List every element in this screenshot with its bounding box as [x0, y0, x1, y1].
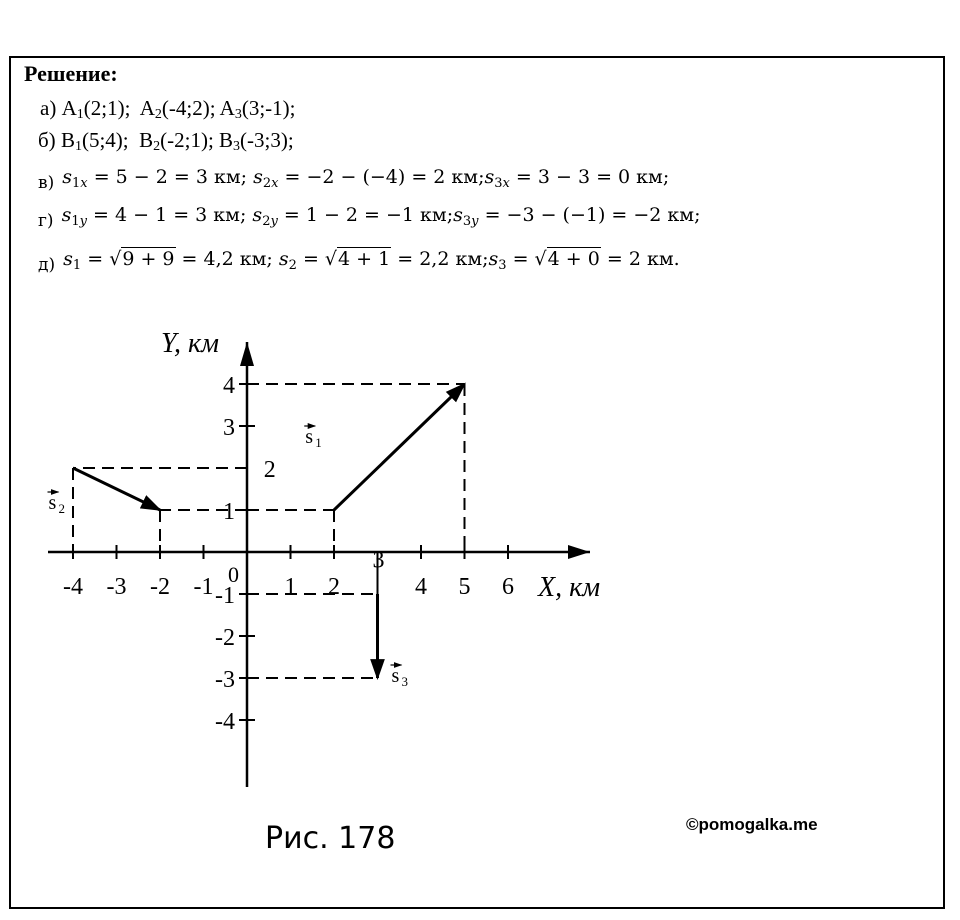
s3x-letter: s [484, 166, 495, 188]
x-axis-label: X, км [538, 572, 601, 603]
s1-sqrt-sign: = √ [81, 248, 122, 270]
s1-radicand: 9 + 9 [122, 248, 175, 270]
s1x-expr: = 5 − 2 = 3 км; [93, 166, 248, 188]
point-b3-coords: (-3;3); [240, 128, 294, 152]
vector-s2 [73, 468, 160, 510]
inner-label-2: 2 [263, 457, 276, 483]
s3-index: 3 [498, 258, 507, 273]
y-tick-label--1: -1 [215, 583, 235, 609]
x-axis-arrow-icon [568, 545, 590, 559]
x-tick-label-1: 1 [284, 574, 297, 600]
s1-index: 1 [72, 258, 82, 273]
s1y-index: 1 [71, 214, 80, 229]
x-tick-label-2: 2 [328, 574, 340, 600]
x-tick-label--3: -3 [106, 574, 127, 600]
s3x-index: 3 [494, 176, 503, 191]
s3-radicand: 4 + 0 [547, 248, 600, 270]
s1-result: = 4,2 км; [175, 248, 273, 270]
s2-result: = 2,2 км; [391, 248, 489, 270]
x-tick-label-5: 5 [458, 574, 471, 600]
point-a1-coords: (2;1); [83, 96, 131, 120]
s1x-index: 1 [72, 176, 81, 191]
s2-letter: s [278, 248, 289, 270]
vector-label-index-s3: 3 [401, 674, 408, 689]
point-b1-coords: (5;4); [81, 128, 129, 152]
s1y-axis: y [79, 214, 87, 229]
point-b2-coords: (-2;1); [160, 128, 214, 152]
s3-letter: s [488, 248, 499, 270]
point-a1-letter: A [61, 96, 77, 120]
line-a-label: а) [40, 96, 57, 120]
x-tick-label--2: -2 [150, 574, 170, 600]
s2y-expr: = 1 − 2 = −1 км; [283, 204, 454, 226]
inner-label-3: 3 [372, 547, 385, 574]
point-b1-index: 1 [74, 139, 82, 154]
s3y-expr: = −3 − (−1) = −2 км; [484, 204, 701, 226]
y-tick-label-1: 1 [223, 499, 235, 525]
s3y-letter: s [453, 204, 463, 226]
solution-title: Решение: [24, 61, 118, 86]
y-axis-arrow-icon [240, 342, 254, 366]
point-a1-index: 1 [76, 107, 84, 122]
s1x-axis: x [80, 176, 88, 191]
s2-sqrt-sign: = √ [296, 248, 338, 270]
point-b3-index: 3 [233, 139, 241, 154]
point-a3-coords: (3;-1); [241, 96, 296, 120]
x-tick-label-6: 6 [502, 574, 514, 600]
point-b3-letter: B [219, 128, 234, 152]
s2y-axis: y [270, 214, 278, 229]
s3x-expr: = 3 − 3 = 0 км; [515, 166, 670, 188]
s3y-axis: y [471, 214, 479, 229]
s2y-index: 2 [262, 214, 271, 229]
s3y-index: 3 [462, 214, 472, 229]
s2-radicand: 4 + 1 [338, 248, 391, 270]
point-a2-coords: (-4;2); [161, 96, 216, 120]
s2-index: 2 [288, 258, 297, 273]
s3-result: = 2 км. [600, 248, 680, 270]
y-tick-label--4: -4 [215, 709, 235, 735]
y-tick-label-3: 3 [223, 415, 235, 441]
s1x-letter: s [62, 166, 73, 188]
s2x-expr: = −2 − (−4) = 2 км; [284, 166, 485, 188]
x-tick-label--4: -4 [63, 574, 83, 600]
y-tick-label-4: 4 [223, 373, 235, 399]
line-v-label: в) [38, 173, 55, 193]
point-a3-letter: A [219, 96, 235, 120]
point-a2-letter: A [139, 96, 155, 120]
figure-caption: Рис. 178 [265, 821, 396, 856]
point-b1-letter: B [60, 128, 75, 152]
vector-s1 [334, 384, 465, 510]
s3x-axis: x [502, 176, 510, 191]
point-b2-letter: B [139, 128, 154, 152]
s2y-letter: s [252, 204, 263, 226]
vector-label-s3: s [391, 665, 400, 687]
watermark: ©pomogalka.me [686, 815, 818, 834]
vector-label-s2: s [48, 492, 57, 514]
s2x-axis: x [271, 176, 279, 191]
y-tick-label--2: -2 [215, 625, 235, 651]
s1y-expr: = 4 − 1 = 3 км; [93, 204, 247, 226]
y-axis-label: Y, км [161, 328, 219, 359]
s2x-index: 2 [262, 176, 272, 191]
point-a2-index: 2 [154, 107, 162, 122]
x-tick-label--1: -1 [193, 574, 214, 600]
x-tick-label-4: 4 [415, 574, 427, 600]
line-g-label: г) [38, 211, 54, 231]
point-b2-index: 2 [153, 139, 161, 154]
s1-letter: s [63, 248, 73, 270]
s3-sqrt-sign: = √ [506, 248, 547, 270]
s2x-letter: s [253, 166, 263, 188]
origin-label: 0 [228, 562, 239, 587]
y-tick-label--3: -3 [215, 667, 235, 693]
line-b-label: б) [38, 128, 56, 152]
s1y-letter: s [61, 204, 72, 226]
vector-label-index-s1: 1 [315, 435, 322, 450]
point-a3-index: 3 [234, 107, 242, 122]
vector-label-s1: s [305, 426, 314, 448]
line-d-label: д) [38, 255, 56, 275]
vector-label-index-s2: 2 [58, 501, 65, 516]
